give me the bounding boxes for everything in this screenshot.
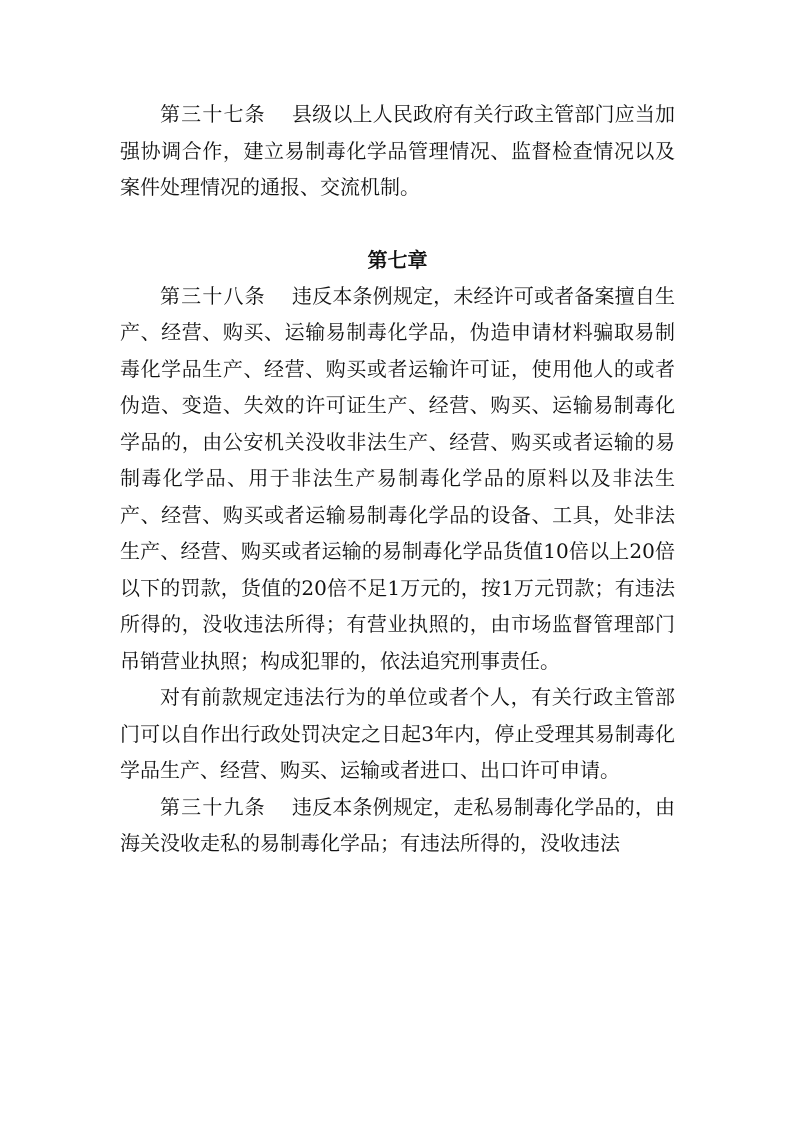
article-paragraph-39 [120, 789, 675, 862]
article-paragraph-37 [120, 96, 675, 206]
chapter-heading: 第七章 [367, 247, 428, 272]
article-number: 第三十七条 [160, 102, 266, 126]
document-page [120, 96, 675, 862]
article-text: 县级以上人民政府有关行政主管部门应当加强协调合作，建立易制毒化学品管理情况、监督检查情况以及案件处理情况的通报、交流机制。 [120, 102, 676, 199]
article-number: 第三十八条 [160, 283, 266, 308]
article-number: 第三十九条 [160, 794, 266, 819]
article-text: 违反本条例规定，走私易制毒化学品的，由海关没收走私的易制毒化学品；有违法所得的，没收违法 [120, 794, 676, 855]
article-paragraph-38-sub [120, 679, 675, 789]
article-text: 违反本条例规定，未经许可或者备案擅自生产、经营、购买、运输易制毒化学品，伪造申请材料骗取易制毒化学品生产、经营、购买或者运输许可证，使用他人的或者伪造、变造、失效的许可证生产、经营、购买、运输易制毒化学品的，由公安机关没收非法生产、经营、购买或者运输的易制毒化学品、用于非法生产易制毒化学品的原料以及非法生产、经营、购买或者运输易制毒化学品的设备、工具，处非法生产、经营、购买或者运输的易制毒化学品货值10倍以上20倍以下的罚款，货值的20倍不足1万元的，按1万元罚款；有违法所得的，没收违法所得；有营业执照的，由市场监督管理部门吊销营业执照；构成犯罪的，依法追究刑事责任。 [120, 283, 676, 673]
article-text: 对有前款规定违法行为的单位或者个人，有关行政主管部门可以自作出行政处罚决定之日起3年内，停止受理其易制毒化学品生产、经营、购买、运输或者进口、出口许可申请。 [120, 685, 675, 782]
article-paragraph-38 [120, 278, 675, 680]
